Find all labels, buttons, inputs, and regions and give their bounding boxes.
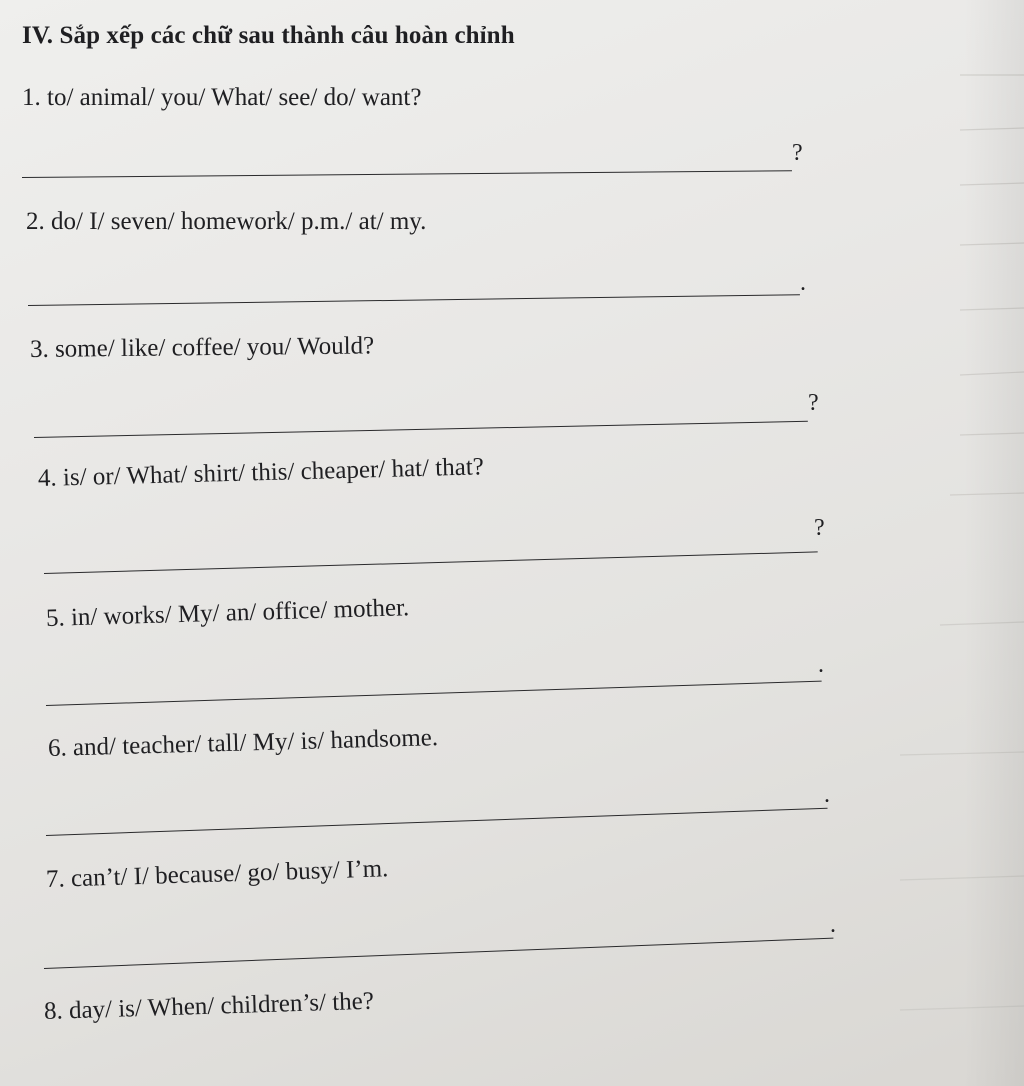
question-3-answer-line[interactable] <box>34 421 808 438</box>
question-3-prompt: 3. some/ like/ coffee/ you/ Would? <box>29 332 375 363</box>
paper-shadow <box>964 0 1024 1086</box>
question-6-end-mark: . <box>824 782 830 808</box>
question-5-end-mark: . <box>818 652 824 678</box>
question-4-prompt: 4. is/ or/ What/ shirt/ this/ cheaper/ hat/ that? <box>37 453 485 492</box>
question-8-prompt: 8. day/ is/ When/ children’s/ the? <box>43 987 375 1025</box>
question-3-end-mark: ? <box>808 390 819 416</box>
question-7-end-mark: . <box>830 912 836 938</box>
question-6-prompt: 6. and/ teacher/ tall/ My/ is/ handsome. <box>47 724 439 762</box>
question-7-prompt: 7. can’t/ I/ because/ go/ busy/ I’m. <box>45 855 389 893</box>
question-1-answer-line[interactable] <box>22 170 792 178</box>
question-7-answer-line[interactable] <box>44 938 833 969</box>
question-6-answer-line[interactable] <box>46 808 828 836</box>
question-1-end-mark: ? <box>792 140 803 166</box>
exercise-heading: IV. Sắp xếp các chữ sau thành câu hoàn chỉnh <box>22 22 515 49</box>
question-2-end-mark: . <box>800 270 806 296</box>
question-5-prompt: 5. in/ works/ My/ an/ office/ mother. <box>45 594 410 632</box>
question-5-answer-line[interactable] <box>46 681 822 706</box>
question-2-answer-line[interactable] <box>28 294 800 306</box>
question-4-answer-line[interactable] <box>44 551 818 574</box>
question-4-end-mark: ? <box>814 515 825 541</box>
question-2-prompt: 2. do/ I/ seven/ homework/ p.m./ at/ my. <box>26 208 427 235</box>
question-1-prompt: 1. to/ animal/ you/ What/ see/ do/ want? <box>22 84 422 111</box>
